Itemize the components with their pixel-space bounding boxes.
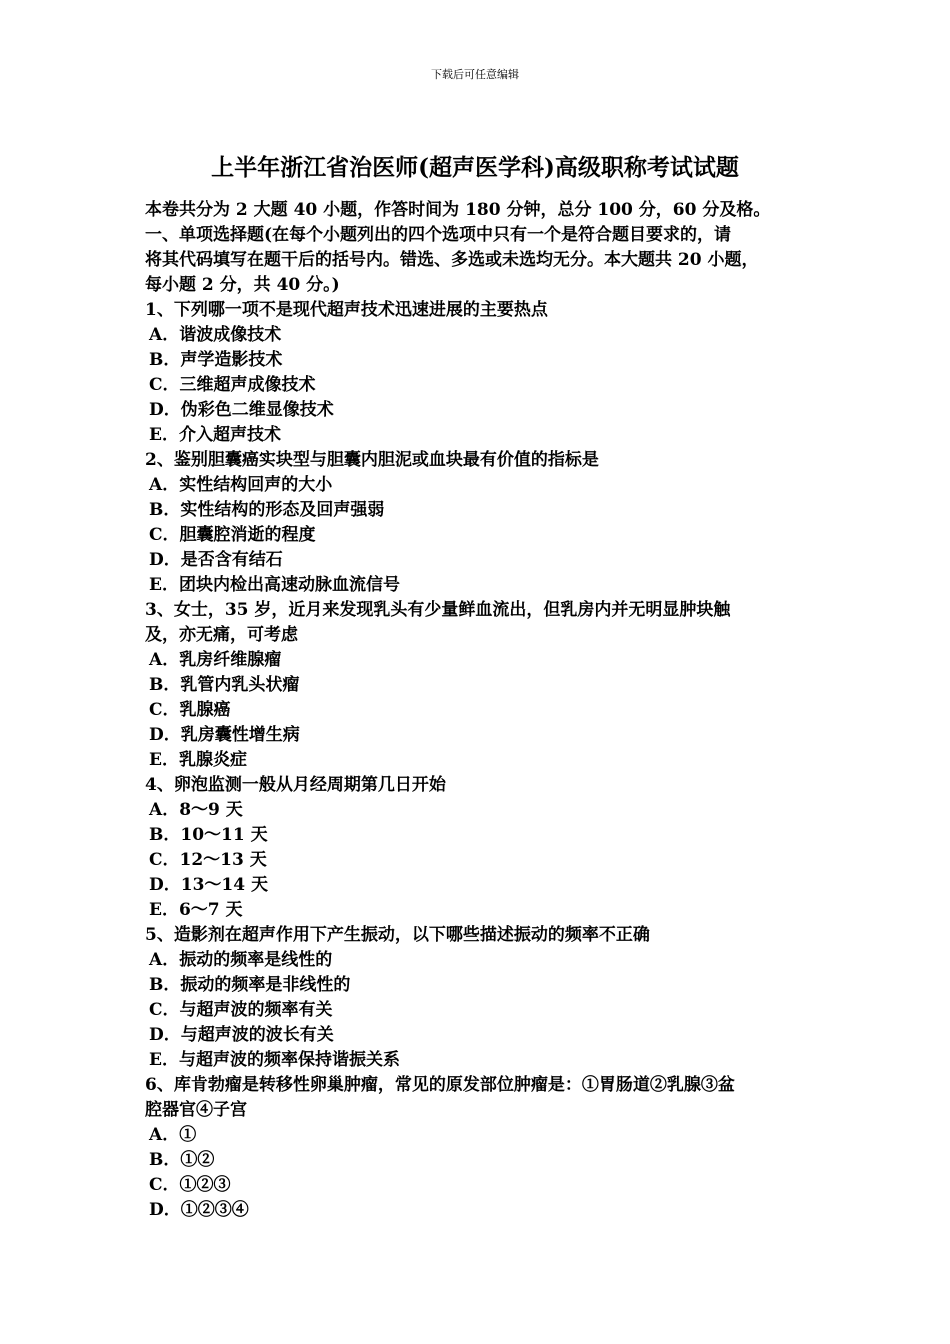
question-5	[145, 923, 825, 1073]
option-d: D．伪彩色二维显像技术	[149, 400, 334, 420]
question-stem: 3、女士，35 岁，近月来发现乳头有少量鲜血流出，但乳房内并无明显肿块触	[145, 600, 731, 620]
section-line: 每小题 2 分，共 40 分。)	[145, 275, 340, 295]
question-stem: 5、造影剂在超声作用下产生振动，以下哪些描述振动的频率不正确	[145, 925, 650, 945]
question-stem: 6、库肯勃瘤是转移性卵巢肿瘤，常见的原发部位肿瘤是：①胃肠道②乳腺③盆	[145, 1075, 735, 1095]
option-a: A．谐波成像技术	[149, 325, 282, 345]
header-note: 下载后可任意编辑	[431, 68, 519, 81]
question-stem: 4、卵泡监测一般从月经周期第几日开始	[145, 775, 446, 795]
option-c: C．12～13 天	[149, 850, 267, 870]
option-b: B．声学造影技术	[149, 350, 283, 370]
option-e: E．介入超声技术	[149, 425, 281, 445]
option-d: D．是否含有结石	[149, 550, 283, 570]
document-body	[145, 198, 825, 1223]
section-line: 将其代码填写在题干后的括号内。错选、多选或未选均无分。本大题共 20 小题，	[145, 250, 759, 270]
question-1	[145, 298, 825, 448]
section-line: 一、单项选择题(在每个小题列出的四个选项中只有一个是符合题目要求的，请	[145, 225, 732, 245]
option-a: A．实性结构回声的大小	[149, 475, 333, 495]
option-d: D．乳房囊性增生病	[149, 725, 300, 745]
section-instructions	[145, 223, 825, 298]
option-e: E．团块内检出高速动脉血流信号	[149, 575, 400, 595]
option-c: C．三维超声成像技术	[149, 375, 316, 395]
question-4	[145, 773, 825, 923]
option-e: E．与超声波的频率保持谐振关系	[149, 1050, 400, 1070]
option-c: C．与超声波的频率有关	[149, 1000, 333, 1020]
question-stem-cont: 及，亦无痛，可考虑	[145, 625, 298, 645]
question-6	[145, 1073, 825, 1223]
option-b: B．乳管内乳头状瘤	[149, 675, 300, 695]
exam-intro: 本卷共分为 2 大题 40 小题，作答时间为 180 分钟，总分 100 分，60 分及格。	[145, 200, 771, 220]
option-a: A．①	[149, 1125, 197, 1145]
question-stem: 2、鉴别胆囊癌实块型与胆囊内胆泥或血块最有价值的指标是	[145, 450, 599, 470]
question-3	[145, 598, 825, 773]
option-a: A．振动的频率是线性的	[149, 950, 333, 970]
option-a: A．8～9 天	[149, 800, 243, 820]
option-c: C．①②③	[149, 1175, 231, 1195]
document-title: 上半年浙江省治医师(超声医学科)高级职称考试试题	[211, 154, 739, 181]
option-d: D．①②③④	[149, 1200, 249, 1220]
option-d: D．13～14 天	[149, 875, 268, 895]
question-2	[145, 448, 825, 598]
option-b: B．振动的频率是非线性的	[149, 975, 351, 995]
option-c: C．胆囊腔消逝的程度	[149, 525, 316, 545]
question-stem: 1、下列哪一项不是现代超声技术迅速进展的主要热点	[145, 300, 548, 320]
option-c: C．乳腺癌	[149, 700, 231, 720]
question-stem-cont: 腔器官④子宫	[145, 1100, 247, 1120]
option-b: B．实性结构的形态及回声强弱	[149, 500, 385, 520]
option-e: E．6～7 天	[149, 900, 243, 920]
option-b: B．①②	[149, 1150, 215, 1170]
option-e: E．乳腺炎症	[149, 750, 247, 770]
option-a: A．乳房纤维腺瘤	[149, 650, 282, 670]
option-d: D．与超声波的波长有关	[149, 1025, 334, 1045]
option-b: B．10～11 天	[149, 825, 268, 845]
